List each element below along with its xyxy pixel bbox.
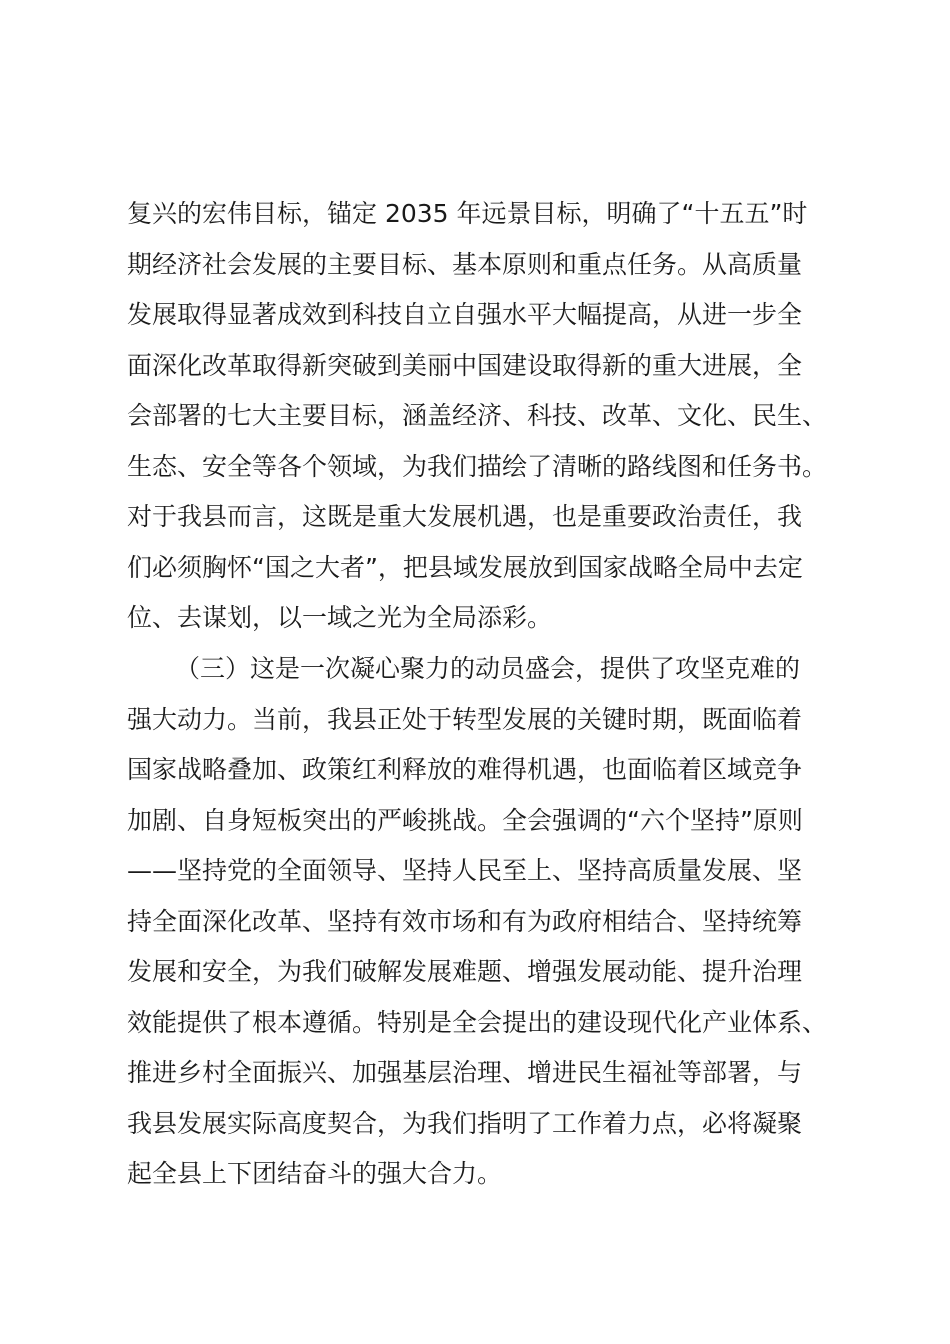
text-line: 面深化改革取得新突破到美丽中国建设取得新的重大进展，全 <box>127 350 803 380</box>
paragraph-continuation <box>127 189 847 644</box>
text-line: 我县发展实际高度契合，为我们指明了工作着力点，必将凝聚 <box>127 1108 803 1138</box>
text-line: 效能提供了根本遵循。特别是全会提出的建设现代化产业体系、 <box>127 1007 828 1037</box>
text-line: 复兴的宏伟目标，锚定 2035 年远景目标，明确了“十五五”时 <box>127 199 808 228</box>
text-line: 起全县上下团结奋斗的强大合力。 <box>127 1159 503 1188</box>
text-line: 期经济社会发展的主要目标、基本原则和重点任务。从高质量 <box>127 249 803 279</box>
paragraph-section-three <box>127 644 847 1200</box>
text-line: 对于我县而言，这既是重大发展机遇，也是重要政治责任，我 <box>127 502 803 531</box>
text-line: 加剧、自身短板突出的严峻挑战。全会强调的“六个坚持”原则 <box>127 805 803 835</box>
text-line: 发展和安全，为我们破解发展难题、增强发展动能、提升治理 <box>127 957 803 986</box>
text-line: 强大动力。当前，我县正处于转型发展的关键时期，既面临着 <box>127 704 803 734</box>
text-line: 们必须胸怀“国之大者”，把县域发展放到国家战略全局中去定 <box>127 552 803 582</box>
text-line: 持全面深化改革、坚持有效市场和有为政府相结合、坚持统筹 <box>127 906 803 936</box>
text-line: 会部署的七大主要目标，涵盖经济、科技、改革、文化、民生、 <box>127 401 828 430</box>
text-line: 位、去谋划，以一域之光为全局添彩。 <box>127 603 553 632</box>
text-line: ——坚持党的全面领导、坚持人民至上、坚持高质量发展、坚 <box>127 856 803 885</box>
text-line: 推进乡村全面振兴、加强基层治理、增进民生福祉等部署，与 <box>127 1058 803 1087</box>
text-line: 国家战略叠加、政策红利释放的难得机遇，也面临着区域竞争 <box>127 755 803 784</box>
text-line: 发展取得显著成效到科技自立自强水平大幅提高，从进一步全 <box>127 300 803 329</box>
text-line: 生态、安全等各个领域，为我们描绘了清晰的路线图和任务书。 <box>127 451 828 481</box>
paragraph-heading-line: （三）这是一次凝心聚力的动员盛会，提供了攻坚克难的 <box>175 654 801 683</box>
